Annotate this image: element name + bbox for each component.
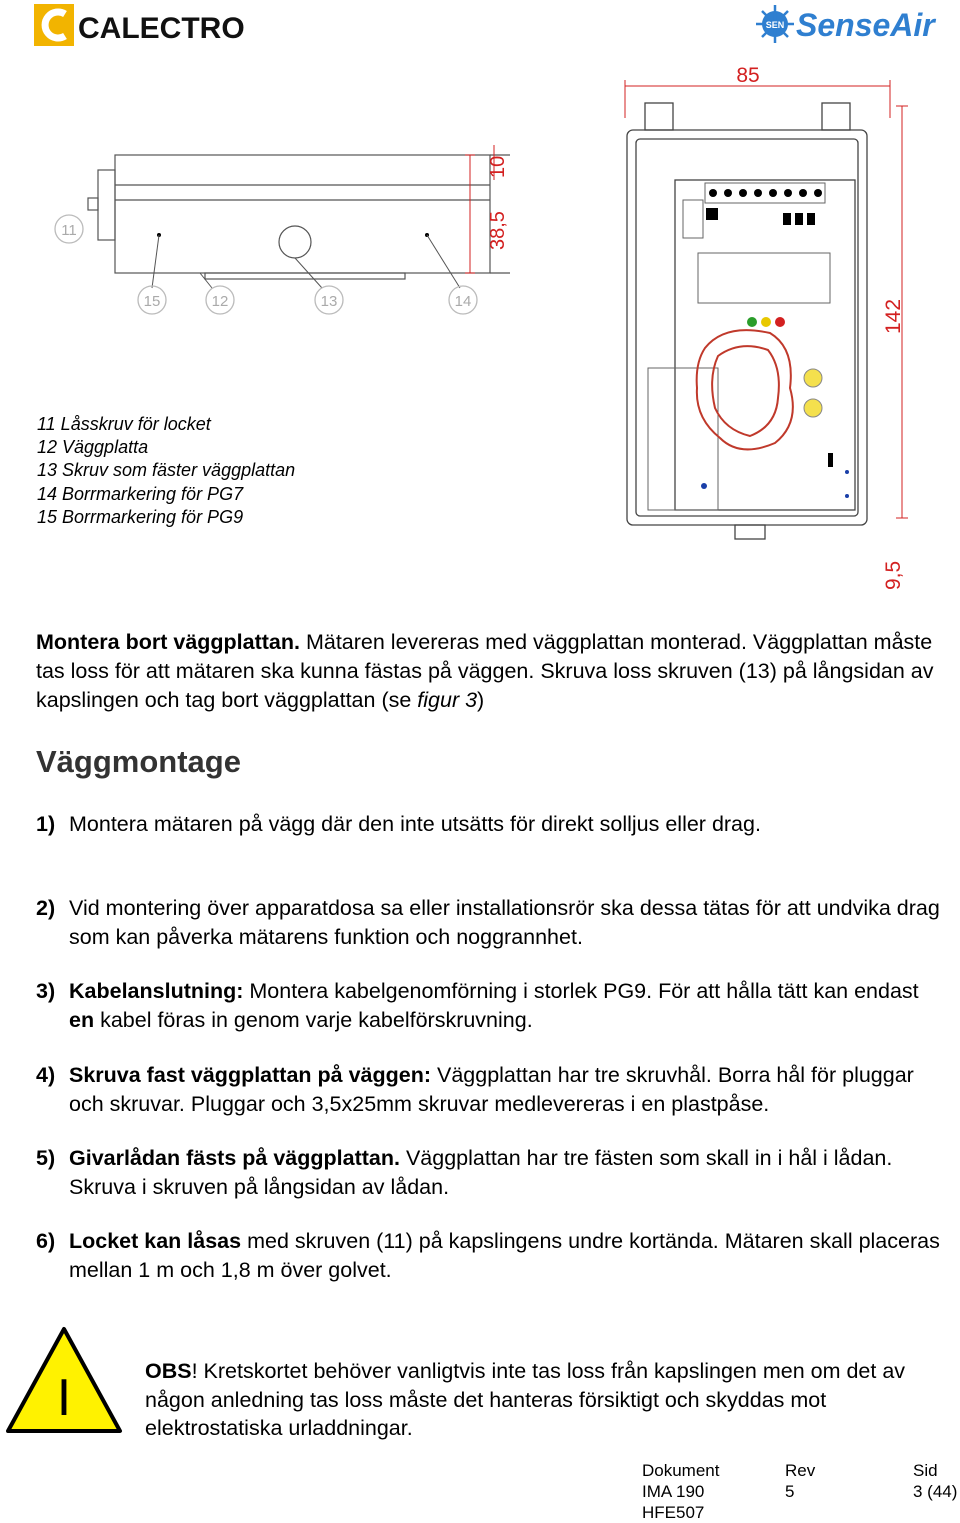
step-5	[36, 1144, 941, 1201]
legend-item: 14 Borrmarkering för PG7	[37, 483, 244, 504]
warning-text	[145, 1357, 945, 1443]
dimension-10: 10	[487, 155, 509, 178]
step-1	[36, 810, 941, 839]
step-text: med skruven (11) på kapslingens undre kortända. Mätaren skall placeras mellan 1 m och 1,8 m över golvet.	[69, 1229, 940, 1282]
calectro-wordmark: CALECTRO	[78, 12, 245, 45]
step-2	[36, 894, 941, 951]
calectro-logo	[34, 2, 245, 48]
step-number: 1)	[36, 812, 56, 836]
step-text: kabel föras in genom varje kabelförskruvning.	[94, 1007, 533, 1032]
step-text: Väggplattan har tre fästen som skall in i hål i lådan. Skruva i skruven på långsidan av lådan.	[69, 1146, 893, 1199]
callout-11-label: 11	[61, 222, 77, 239]
step-number: 4)	[36, 1063, 56, 1087]
warning-icon	[4, 1325, 124, 1435]
step-4	[36, 1061, 941, 1118]
senseair-logo	[760, 2, 950, 48]
step-number: 6)	[36, 1229, 56, 1253]
footer-rev-label: Rev	[785, 1461, 816, 1480]
figure-reference: figur 3	[417, 688, 478, 712]
step-text: Montera kabelgenomförning i storlek PG9. För att hålla tätt kan endast	[243, 979, 919, 1003]
front-view-drawing	[600, 58, 910, 598]
led-green	[747, 317, 757, 327]
dimension-85: 85	[736, 64, 760, 87]
step-bold: Kabelanslutning:	[69, 979, 244, 1003]
footer-doc-label: Dokument	[642, 1461, 720, 1480]
step-text: Vid montering över apparatdosa sa eller installationsrör ska dessa tätas för att undvika drag som kan påverka mätarens funktion och noggrannhet.	[69, 896, 940, 949]
button-1	[804, 369, 822, 387]
footer-page	[913, 1460, 957, 1502]
figure-legend	[37, 413, 295, 529]
step-bold-inline: en	[69, 1007, 95, 1032]
callout-13-label: 13	[320, 293, 338, 310]
dimension-9-5: 9,5	[882, 560, 905, 590]
legend-item: 15 Borrmarkering för PG9	[37, 506, 244, 527]
button-2	[804, 399, 822, 417]
step-text: Montera mätaren på vägg där den inte utsätts för direkt solljus eller drag.	[69, 812, 761, 836]
step-6	[36, 1227, 941, 1284]
legend-item: 11 Låsskruv för locket	[37, 414, 211, 434]
section-title: Väggmontage	[36, 744, 241, 779]
step-number: 3)	[36, 979, 56, 1003]
intro-bold: Montera bort väggplattan.	[36, 630, 300, 654]
warning-bold: OBS	[145, 1359, 192, 1383]
intro-text: Mätaren levereras med väggplattan monterad. Väggplattan måste tas loss för att mätaren ska kunna fästas på väggen. Skruva loss skruven (13) på långsidan av kapslingen och tag bort väggplattan (se	[36, 630, 934, 712]
footer-page-label: Sid	[913, 1461, 938, 1480]
step-bold: Givarlådan fästs på väggplattan.	[69, 1146, 400, 1170]
dimension-38-5: 38,5	[487, 211, 509, 250]
footer-page-value: 3 (44)	[913, 1482, 958, 1501]
footer-doc-value: HFE507	[642, 1503, 705, 1522]
step-3	[36, 977, 941, 1034]
legend-item: 12 Väggplatta	[37, 437, 149, 458]
step-bold: Locket kan låsas	[69, 1229, 242, 1253]
warning-symbol: I	[56, 1369, 72, 1427]
led-yellow	[761, 317, 771, 327]
led-red	[775, 317, 785, 327]
intro-text-end: )	[477, 688, 485, 712]
senseair-badge: SEN	[765, 20, 785, 30]
dimension-142: 142	[882, 298, 905, 334]
legend-item: 13 Skruv som fäster väggplattan	[37, 460, 296, 481]
side-view-drawing	[40, 140, 509, 325]
step-text: Väggplattan har tre skruvhål. Borra hål för pluggar och skruvar. Pluggar och 3,5x25mm skruvar medlevereras i en plastpåse.	[69, 1063, 914, 1116]
footer-doc-value: IMA 190	[642, 1482, 705, 1501]
callout-12-label: 12	[211, 293, 229, 310]
warning-body: ! Kretskortet behöver vanligtvis inte tas loss från kapslingen men om det av någon anledning tas loss måste det hanteras försiktigt och skyddas mot elektrostatiska urladdningar.	[145, 1359, 906, 1440]
step-number: 5)	[36, 1146, 56, 1170]
footer-rev-value: 5	[785, 1482, 795, 1501]
senseair-wordmark: SenseAir	[796, 7, 935, 43]
step-number: 2)	[36, 896, 56, 920]
callout-15-label: 15	[143, 293, 161, 310]
footer-rev	[785, 1460, 815, 1502]
intro-paragraph	[36, 628, 946, 715]
callout-14-label: 14	[454, 293, 472, 310]
footer-document	[642, 1460, 719, 1523]
step-bold: Skruva fast väggplattan på väggen:	[69, 1063, 432, 1087]
